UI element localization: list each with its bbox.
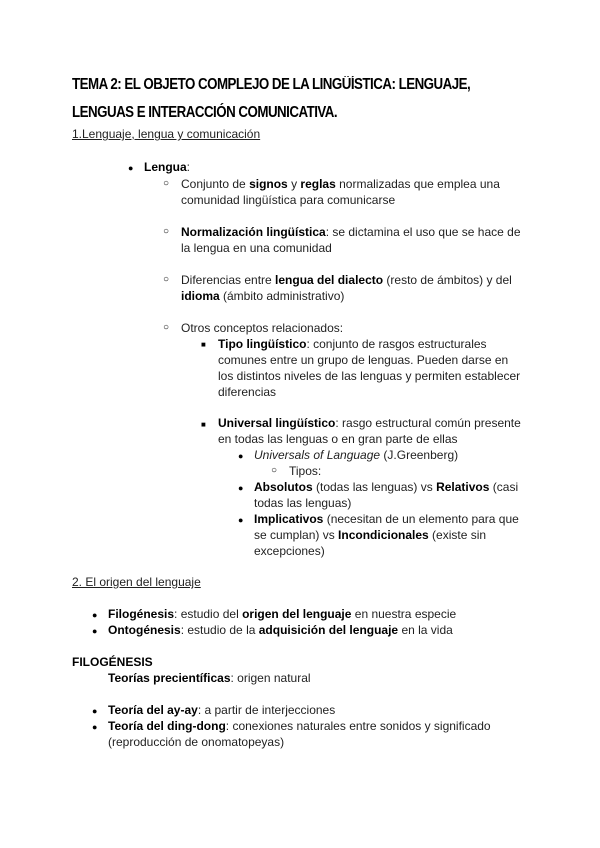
- text: : se dictamina el uso que se hace de: [325, 225, 521, 239]
- list-item-universal-linguistico: [218, 415, 521, 431]
- term-filogenesis: Filogénesis: [108, 607, 175, 621]
- list-item-universals-of-language: [254, 447, 458, 463]
- bullet-disc: ●: [92, 610, 98, 620]
- term-ay-ay: Teoría del ay-ay: [108, 703, 198, 717]
- bullet-circle: ○: [163, 178, 170, 189]
- list-item-ay-ay: [108, 702, 335, 718]
- list-item-normalizacion: [181, 224, 521, 240]
- text: en nuestra especie: [351, 607, 457, 621]
- text: (resto de ámbitos) y del: [383, 273, 512, 287]
- list-item-tipo-line-4: diferencias: [218, 385, 277, 399]
- list-item-absolutos-line-2: todas las lenguas): [254, 496, 352, 510]
- text: : conexiones naturales entre sonidos y significado: [225, 719, 491, 733]
- text: se cumplan) vs: [254, 528, 339, 542]
- bullet-circle: ○: [271, 465, 278, 476]
- list-item-universal-line-2: en todas las lenguas o en gran parte de ellas: [218, 432, 458, 446]
- text: en la vida: [398, 623, 453, 637]
- text: (J.Greenberg): [380, 448, 459, 462]
- list-item-ontogenesis: [108, 622, 453, 638]
- term-universal-linguistico: Universal lingüístico: [218, 416, 336, 430]
- list-item-diferencias-line-2: [181, 288, 344, 304]
- term-relativos: Relativos: [436, 480, 490, 494]
- term-ontogenesis: Ontogénesis: [108, 623, 181, 637]
- colon: :: [186, 160, 191, 174]
- text: (necesitan de un elemento para que: [323, 512, 519, 526]
- term-idioma: idioma: [181, 289, 220, 303]
- list-item-ding-dong: [108, 718, 491, 734]
- list-item-conjunto-line-2: comunidad lingüística para comunicarse: [181, 193, 396, 207]
- term-absolutos: Absolutos: [254, 480, 313, 494]
- subheading-filogenesis: FILOGÉNESIS: [72, 655, 153, 669]
- text: : conjunto de rasgos estructurales: [306, 337, 487, 351]
- bullet-circle: ○: [163, 226, 170, 237]
- bullet-disc: ●: [92, 722, 98, 732]
- text: : estudio de la: [180, 623, 259, 637]
- list-item-absolutos: [254, 479, 518, 495]
- list-item-conjunto: [181, 176, 500, 192]
- bullet-disc: ●: [92, 626, 98, 636]
- list-item-ding-dong-line-2: (reproducción de onomatopeyas): [108, 735, 285, 749]
- text: normalizadas que emplea una: [335, 177, 500, 191]
- section-heading-1: 1.Lenguaje, lengua y comunicación: [72, 127, 261, 141]
- text: (todas las lenguas) vs: [312, 480, 437, 494]
- list-item-filogenesis: [108, 606, 456, 622]
- bullet-square: ■: [201, 420, 206, 429]
- text: y: [287, 177, 301, 191]
- list-item-tipo-linguistico: [218, 336, 487, 352]
- term-signos: signos: [249, 177, 288, 191]
- document-title-line-1: TEMA 2: EL OBJETO COMPLEJO DE LA LINGÜÍSTICA: LENGUAJE,: [72, 76, 471, 93]
- term-implicativos: Implicativos: [254, 512, 324, 526]
- list-item-tipo-line-2: comunes entre un grupo de lenguas. Pueden darse en: [218, 353, 509, 367]
- teorias-precientificas: [108, 670, 311, 686]
- bullet-circle: ○: [163, 274, 170, 285]
- bullet-disc: ●: [92, 706, 98, 716]
- bullet-disc: ●: [128, 163, 134, 173]
- bullet-disc: ●: [238, 515, 244, 525]
- term-adquisicion-del-lenguaje: adquisición del lenguaje: [258, 623, 399, 637]
- bullet-circle: ○: [163, 322, 170, 333]
- bullet-disc: ●: [238, 451, 244, 461]
- text: : a partir de interjecciones: [197, 703, 336, 717]
- text: (existe sin: [428, 528, 487, 542]
- text: : rasgo estructural común presente: [335, 416, 521, 430]
- list-item-normalizacion-line-2: la lengua en una comunidad: [181, 241, 332, 255]
- text: : estudio del: [174, 607, 243, 621]
- book-title: Universals of Language: [254, 448, 381, 462]
- term-ding-dong: Teoría del ding-dong: [108, 719, 226, 733]
- document-title-line-2: LENGUAS E INTERACCIÓN COMUNICATIVA.: [72, 104, 338, 121]
- list-item-diferencias: [181, 272, 512, 288]
- term-reglas: reglas: [300, 177, 336, 191]
- bullet-disc: ●: [238, 483, 244, 493]
- list-item-implicativos-line-2: [254, 527, 486, 543]
- text: : origen natural: [230, 671, 311, 685]
- term-lengua: Lengua: [144, 160, 187, 174]
- list-item-lengua: [144, 159, 190, 175]
- bullet-square: ■: [201, 340, 206, 349]
- term-tipo-linguistico: Tipo lingüístico: [218, 337, 307, 351]
- text: (casi: [489, 480, 519, 494]
- term-origen-del-lenguaje: origen del lenguaje: [242, 607, 352, 621]
- term-lengua-del-dialecto: lengua del dialecto: [275, 273, 384, 287]
- term-teorias-precientificas: Teorías precientíficas: [108, 671, 231, 685]
- list-item-implicativos-line-3: excepciones): [254, 544, 325, 558]
- text: Conjunto de: [181, 177, 250, 191]
- list-item-tipos: Tipos:: [289, 464, 322, 478]
- section-heading-2: 2. El origen del lenguaje: [72, 575, 201, 589]
- list-item-tipo-line-3: los distintos niveles de las lenguas y permiten establecer: [218, 369, 521, 383]
- list-item-implicativos: [254, 511, 519, 527]
- list-item-otros-conceptos: Otros conceptos relacionados:: [181, 321, 344, 335]
- text: Diferencias entre: [181, 273, 276, 287]
- term-normalizacion: Normalización lingüística: [181, 225, 326, 239]
- term-incondicionales: Incondicionales: [338, 528, 429, 542]
- text: (ámbito administrativo): [219, 289, 345, 303]
